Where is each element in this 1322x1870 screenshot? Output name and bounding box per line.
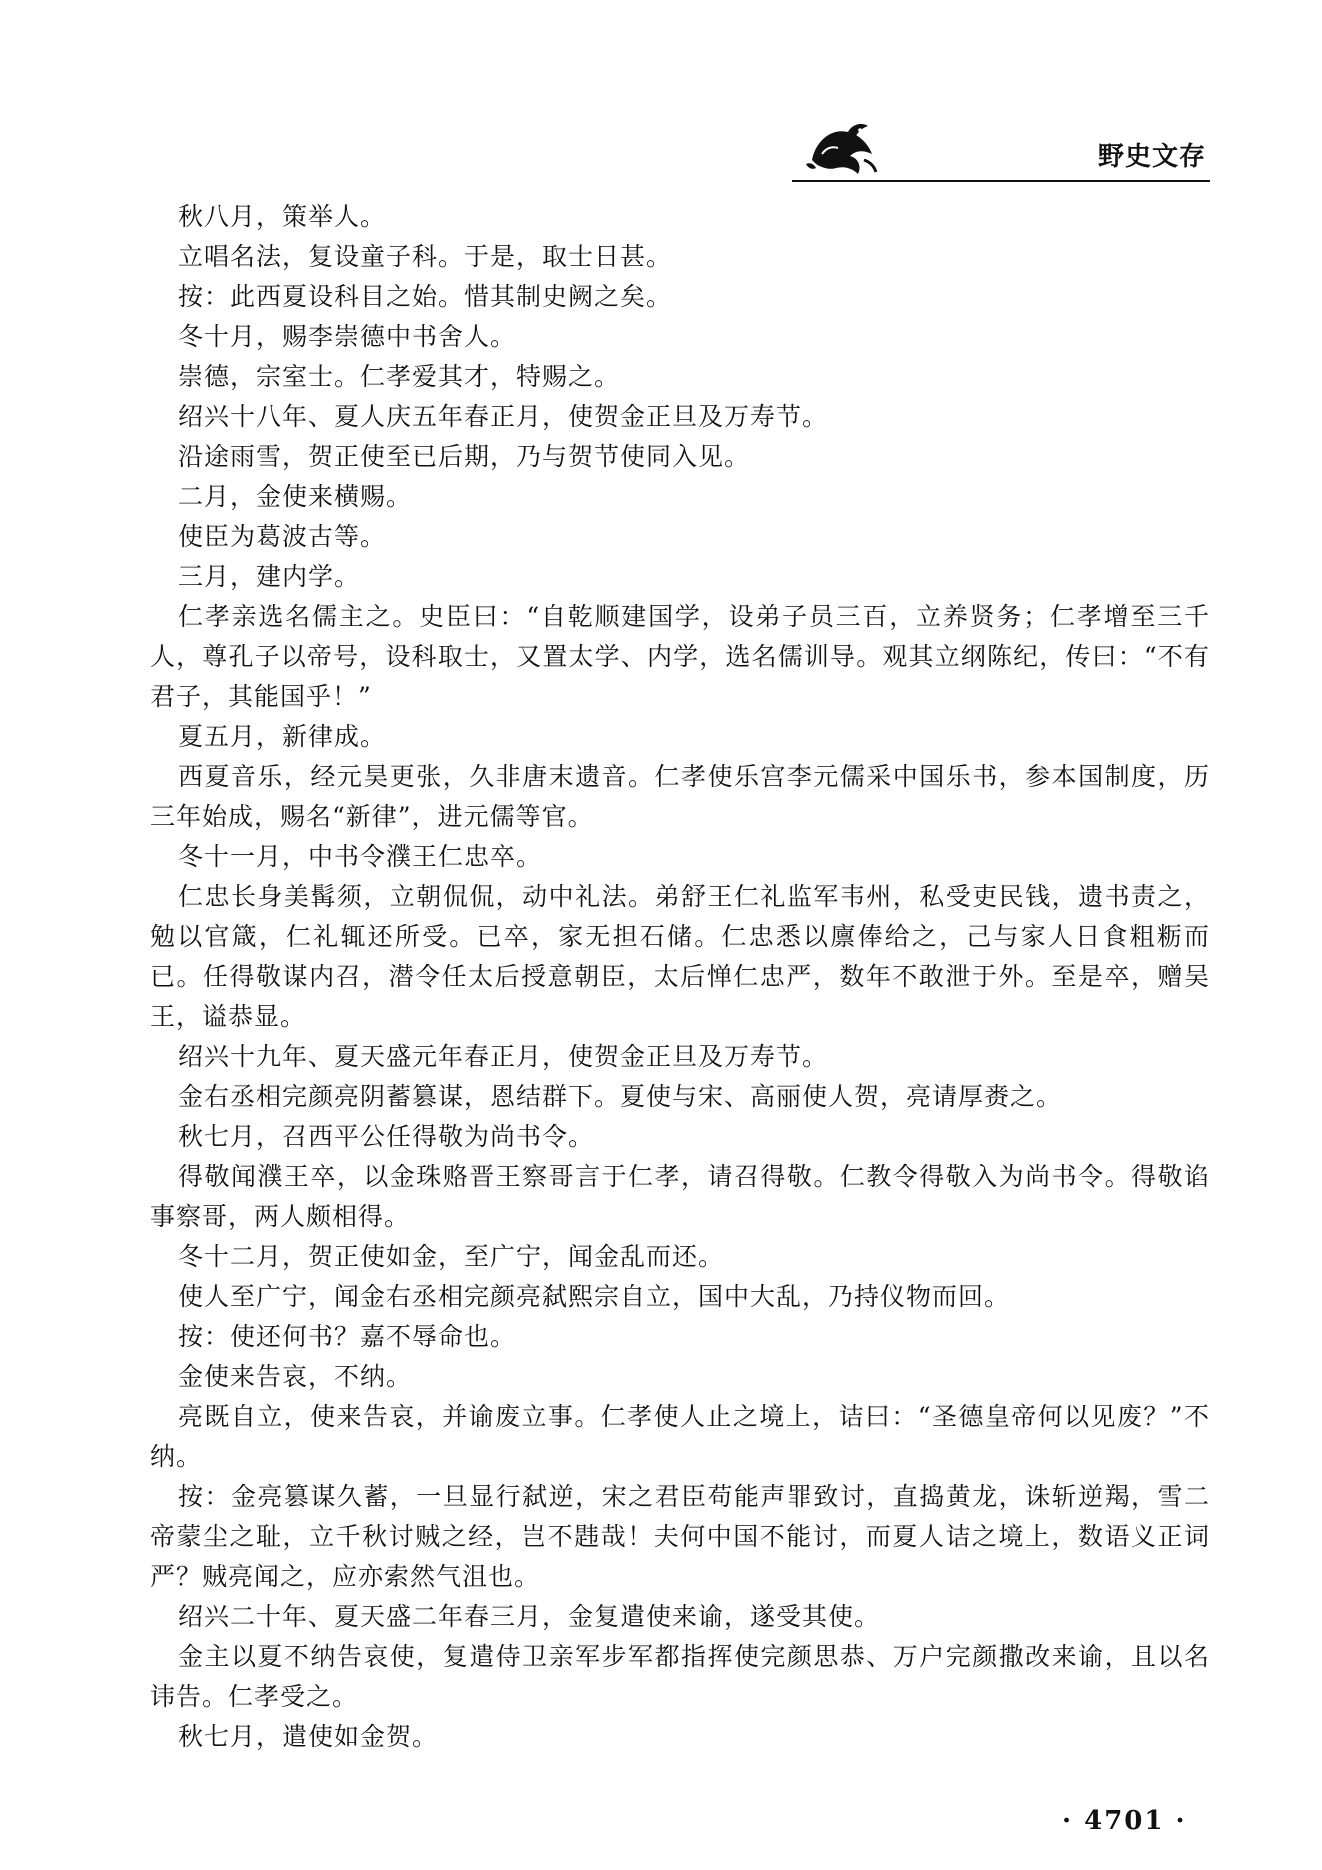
body-text <box>150 197 1210 1757</box>
paragraph: 西夏音乐，经元昊更张，久非唐末遗音。仁孝使乐宫李元儒采中国乐书，参本国制度，历三年始成，赐名“新律”，进元儒等官。 <box>150 762 1210 831</box>
running-header <box>792 118 1210 182</box>
paragraph: 绍兴二十年、夏天盛二年春三月，金复遣使来谕，遂受其使。 <box>178 1602 881 1631</box>
paragraph: 绍兴十八年、夏人庆五年春正月，使贺金正旦及万寿节。 <box>178 402 829 431</box>
paragraph: 按：使还何书？嘉不辱命也。 <box>178 1322 517 1351</box>
paragraph: 得敬闻濮王卒，以金珠赂晋王察哥言于仁孝，请召得敬。仁教令得敬入为尚书令。得敬谄事察哥，两人颇相得。 <box>150 1162 1210 1231</box>
paragraph: 按：此西夏设科目之始。惜其制史阙之矣。 <box>178 282 673 311</box>
dragon-emblem-icon <box>802 120 880 178</box>
paragraph: 冬十二月，贺正使如金，至广宁，闻金乱而还。 <box>178 1242 725 1271</box>
paragraph: 金右丞相完颜亮阴蓄篡谋，恩结群下。夏使与宋、高丽使人贺，亮请厚赉之。 <box>178 1082 1063 1111</box>
paragraph: 使人至广宁，闻金右丞相完颜亮弑熙宗自立，国中大乱，乃持仪物而回。 <box>178 1282 1011 1311</box>
paragraph: 绍兴十九年、夏天盛元年春正月，使贺金正旦及万寿节。 <box>178 1042 829 1071</box>
paragraph: 沿途雨雪，贺正使至已后期，乃与贺节使同入见。 <box>178 442 751 471</box>
paragraph: 按：金亮篡谋久蓄，一旦显行弑逆，宋之君臣苟能声罪致讨，直捣黄龙，诛斩逆羯，雪二帝蒙尘之耻，立千秋讨贼之经，岂不韪哉！夫何中国不能讨，而夏人诘之境上，数语义正词严？贼亮闻之，应亦索然气沮也。 <box>150 1482 1210 1591</box>
paragraph: 秋七月，召西平公任得敬为尚书令。 <box>178 1122 595 1151</box>
paragraph: 亮既自立，使来告哀，并谕废立事。仁孝使人止之境上，诘曰：“圣德皇帝何以见废？”不纳。 <box>150 1402 1210 1471</box>
paragraph: 秋七月，遣使如金贺。 <box>178 1722 439 1751</box>
paragraph: 使臣为葛波古等。 <box>178 522 387 551</box>
series-title: 野史文存 <box>1097 142 1206 172</box>
paragraph: 二月，金使来横赐。 <box>178 482 413 511</box>
page-number: · 4701 · <box>1062 1806 1187 1836</box>
paragraph: 立唱名法，复设童子科。于是，取士日甚。 <box>178 242 673 271</box>
paragraph: 冬十月，赐李崇德中书舍人。 <box>178 322 517 351</box>
paragraph: 金使来告哀，不纳。 <box>178 1362 413 1391</box>
paragraph: 秋八月，策举人。 <box>178 202 387 231</box>
paragraph: 冬十一月，中书令濮王仁忠卒。 <box>178 842 543 871</box>
paragraph: 崇德，宗室士。仁孝爱其才，特赐之。 <box>178 362 621 391</box>
paragraph: 夏五月，新律成。 <box>178 722 387 751</box>
paragraph: 金主以夏不纳告哀使，复遣侍卫亲军步军都指挥使完颜思恭、万户完颜撒改来谕，且以名讳告。仁孝受之。 <box>150 1642 1210 1711</box>
paragraph: 仁忠长身美髯须，立朝侃侃，动中礼法。弟舒王仁礼监军韦州，私受吏民钱，遗书责之，勉以官箴，仁礼辄还所受。已卒，家无担石储。仁忠悉以廪俸给之，己与家人日食粗粝而已。任得敬谋内召，潜令任太后授意朝臣，太后惮仁忠严，数年不敢泄于外。至是卒，赠吴王，谥恭显。 <box>150 882 1210 1031</box>
paragraph: 三月，建内学。 <box>178 562 361 591</box>
paragraph: 仁孝亲选名儒主之。史臣曰：“自乾顺建国学，设弟子员三百，立养贤务；仁孝增至三千人，尊孔子以帝号，设科取士，又置太学、内学，选名儒训导。观其立纲陈纪，传曰：“不有君子，其能国乎！” <box>150 602 1210 711</box>
